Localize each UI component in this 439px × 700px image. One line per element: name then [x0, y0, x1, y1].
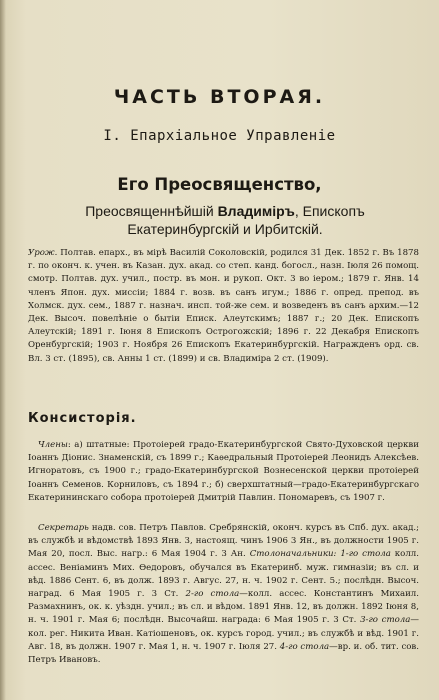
- second-desk-label: 2-го стола: [185, 589, 240, 600]
- third-desk-label: 3-го стола: [360, 615, 411, 626]
- bishop-name-prefix: Преосвященнѣйшiй: [85, 203, 218, 219]
- clerks-label: Столоначальники: 1-го стола: [249, 549, 391, 560]
- members-text: : а) штатные: Протоiерей градо-Екатеринбургской Свято-Духовской церкви Iоаннъ Дiонис. Знаменскiй, съ 1899 г.; Каѳедральный Протоiерей Леонидъ Алексѣев. Игноратовъ, съ 1900 г.; градо-Екатеринбургской Вознесенской церкви протоiерей Iоаннъ Семенов. Корниловъ, съ 1894 г.; б) сверхштатный—градо-Екатеринбургскаго Екатерининскаго собора протоiерей Дмитрiй Павлин. Пономаревъ, съ 1907 г.: [28, 440, 419, 503]
- bishop-name: [34, 202, 416, 238]
- consistory-secretary: [28, 522, 419, 667]
- secretary-text-5: —вр. и. об. тит. сов. Петръ Ивановъ.: [28, 641, 420, 666]
- secretary-label: Секретарь: [38, 523, 89, 533]
- fourth-desk-label: 4-го стола: [279, 641, 330, 652]
- bishop-name-suffix: , Епископъ Екатеринбургскiй и Ирбитскiй.: [127, 203, 365, 237]
- secretary-text-2: колл. ассес. Венiаминъ Мих. Ѳедоровъ, обучался въ Екатеринб. муж. гимназiи; въ сл. и вѣд. 1886 Сент. 6, въ долж. 1893 г. Авгус. 27, н. ч. 1902 г. Сент. 5.; послѣдн. Высоч. наград. 6 Мая 1905 г. 3 Ст.: [28, 549, 419, 600]
- part-title: ЧАСТЬ ВТОРАЯ.: [113, 86, 326, 108]
- bishop-biography: [28, 247, 419, 366]
- bio-lead: Урож.: [28, 248, 58, 258]
- bio-text: Полтав. епарх., въ мiрѣ Василiй Соколовскiй, родился 31 Дек. 1852 г. Въ 1878 г. по оконч. к. учен. въ Казан. дух. акад. со степ. канд. богосл., назн. Iюля 26 помощ. смотр. Полтав. дух. учил., постр. въ мон. и рукоп. Окт. 3 во iером.; 1879 г. Янв. 14 членъ Япон. дух. миссiи; 1884 г. возв. въ санъ игум.; 1886 г. опред. препод. въ Холмск. дух. сем., 1887 г. назнач. инсп. той-же сем. и возведенъ въ санъ архим.—12 Дек. Высоч. повелѣнiе о бытiи Еписк. Алеутскимъ; 1887 г.; 20 Дек. Епископъ Алеутскiй; 1891 г. Iюня 8 Епископъ Острогожскiй; 1896 г. 22 Декабря Епископъ Оренбургскiй; 1903 г. Ноября 26 Епископъ Екатеринбургскiй. Награжденъ орд. св. Вл. 3 ст. (1895), св. Анны 1 ст. (1899) и св. Владимiра 2 ст. (1909).: [28, 248, 419, 364]
- consistory-members: [28, 439, 419, 505]
- secretary-text-4: —кол. рег. Никита Иван. Катiошеновъ, ок. курсъ город. учил.; въ службѣ и вѣд. 1901 г. Авг. 18, въ должн. 1907 г. Мая 1, н. ч. 1907 г. Iюля 27.: [28, 615, 419, 652]
- bishop-name-bold: Владимiръ: [217, 203, 295, 219]
- section-title: I. Епархiальное Управленiе: [103, 128, 336, 144]
- secretary-text-1: надв. сов. Петръ Павлов. Сребрянскiй, оконч. курсъ въ Спб. дух. акад.; въ службѣ и вѣдомствѣ 1893 Янв. 3, настоящ. чинъ 1906 3 Ян., въ должности 1905 г. Мая 20, посл. Выс. нагр.: 6 Мая 1904 г. 3 Ан.: [28, 523, 419, 560]
- secretary-text-3: —колл. ассес. Константинъ Михаил. Размахнинъ, ок. к. уѣздн. учил.; въ сл. и вѣдом. 1891 Янв. 12, въ должн. 1892 Iюня 8, н. ч. 1901 г. Мая 6; послѣдн. Высочайш. награда: 6 Мая 1905 г. 3 Ст.: [28, 589, 419, 626]
- members-label: Члены: [38, 440, 68, 450]
- bishop-heading: Его Преосвященство,: [117, 175, 322, 194]
- consistory-heading: Консисторiя.: [28, 411, 137, 426]
